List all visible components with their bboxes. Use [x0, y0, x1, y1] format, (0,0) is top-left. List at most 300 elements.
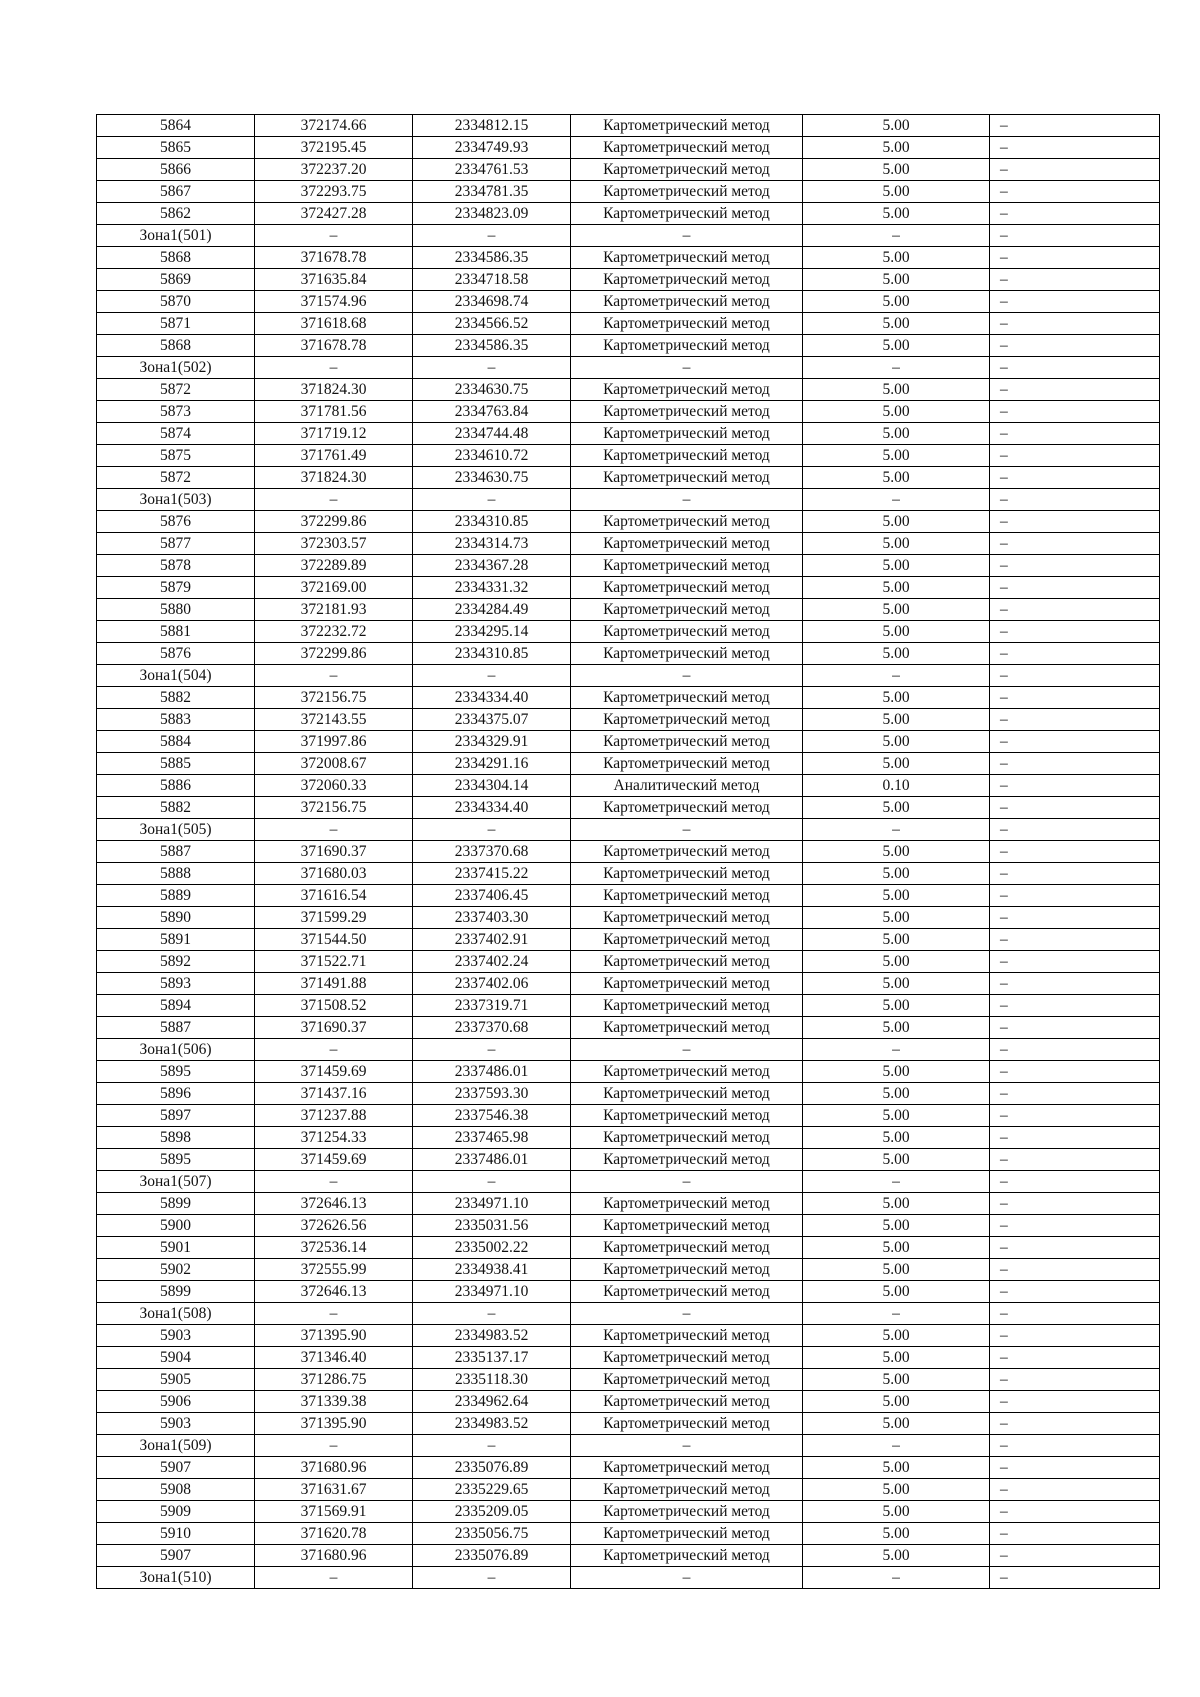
coordinates-table-body	[97, 115, 1160, 1589]
method-cell: Картометрический метод	[571, 1347, 803, 1369]
note-cell: –	[990, 203, 1160, 225]
accuracy-cell: –	[803, 665, 990, 687]
accuracy-cell: 5.00	[803, 511, 990, 533]
x-coordinate-cell: –	[255, 1435, 413, 1457]
note-cell: –	[990, 1523, 1160, 1545]
point-number-cell: Зона1(508)	[97, 1303, 255, 1325]
accuracy-cell: 5.00	[803, 137, 990, 159]
method-cell: –	[571, 819, 803, 841]
table-row	[97, 1413, 1160, 1435]
table-row	[97, 203, 1160, 225]
point-number-cell: 5882	[97, 797, 255, 819]
y-coordinate-cell: 2334334.40	[413, 687, 571, 709]
y-coordinate-cell: 2335209.05	[413, 1501, 571, 1523]
note-cell: –	[990, 467, 1160, 489]
accuracy-cell: –	[803, 1567, 990, 1589]
method-cell: Картометрический метод	[571, 1149, 803, 1171]
table-row	[97, 599, 1160, 621]
method-cell: Картометрический метод	[571, 1545, 803, 1567]
method-cell: Картометрический метод	[571, 1413, 803, 1435]
x-coordinate-cell: 372427.28	[255, 203, 413, 225]
y-coordinate-cell: 2334761.53	[413, 159, 571, 181]
table-row	[97, 1149, 1160, 1171]
point-number-cell: 5876	[97, 643, 255, 665]
table-row	[97, 885, 1160, 907]
point-number-cell: 5892	[97, 951, 255, 973]
table-row	[97, 445, 1160, 467]
note-cell: –	[990, 1061, 1160, 1083]
note-cell: –	[990, 1347, 1160, 1369]
point-number-cell: 5893	[97, 973, 255, 995]
x-coordinate-cell: 372646.13	[255, 1281, 413, 1303]
y-coordinate-cell: 2334749.93	[413, 137, 571, 159]
accuracy-cell: –	[803, 1435, 990, 1457]
x-coordinate-cell: 371569.91	[255, 1501, 413, 1523]
point-number-cell: Зона1(507)	[97, 1171, 255, 1193]
method-cell: Картометрический метод	[571, 1325, 803, 1347]
point-number-cell: 5907	[97, 1545, 255, 1567]
y-coordinate-cell: 2337593.30	[413, 1083, 571, 1105]
point-number-cell: 5909	[97, 1501, 255, 1523]
point-number-cell: 5876	[97, 511, 255, 533]
y-coordinate-cell: –	[413, 1303, 571, 1325]
x-coordinate-cell: 371680.96	[255, 1457, 413, 1479]
y-coordinate-cell: –	[413, 1567, 571, 1589]
y-coordinate-cell: –	[413, 1039, 571, 1061]
accuracy-cell: 5.00	[803, 1523, 990, 1545]
x-coordinate-cell: 371491.88	[255, 973, 413, 995]
y-coordinate-cell: –	[413, 1435, 571, 1457]
accuracy-cell: 5.00	[803, 599, 990, 621]
accuracy-cell: 5.00	[803, 621, 990, 643]
method-cell: Картометрический метод	[571, 687, 803, 709]
y-coordinate-cell: 2334718.58	[413, 269, 571, 291]
table-row	[97, 643, 1160, 665]
x-coordinate-cell: 371678.78	[255, 247, 413, 269]
x-coordinate-cell: 371690.37	[255, 841, 413, 863]
point-number-cell: 5894	[97, 995, 255, 1017]
point-number-cell: 5865	[97, 137, 255, 159]
accuracy-cell: –	[803, 489, 990, 511]
table-row	[97, 1523, 1160, 1545]
table-row	[97, 1215, 1160, 1237]
table-row	[97, 797, 1160, 819]
coordinates-table	[96, 114, 1160, 1589]
method-cell: –	[571, 357, 803, 379]
y-coordinate-cell: 2334375.07	[413, 709, 571, 731]
note-cell: –	[990, 489, 1160, 511]
note-cell: –	[990, 775, 1160, 797]
note-cell: –	[990, 1259, 1160, 1281]
x-coordinate-cell: 371599.29	[255, 907, 413, 929]
y-coordinate-cell: 2337402.91	[413, 929, 571, 951]
method-cell: Картометрический метод	[571, 643, 803, 665]
table-row	[97, 907, 1160, 929]
note-cell: –	[990, 269, 1160, 291]
point-number-cell: 5910	[97, 1523, 255, 1545]
zone-header-row	[97, 225, 1160, 247]
note-cell: –	[990, 401, 1160, 423]
accuracy-cell: 5.00	[803, 973, 990, 995]
zone-header-row	[97, 819, 1160, 841]
method-cell: Картометрический метод	[571, 731, 803, 753]
table-row	[97, 423, 1160, 445]
accuracy-cell: 5.00	[803, 1457, 990, 1479]
note-cell: –	[990, 1545, 1160, 1567]
point-number-cell: 5868	[97, 335, 255, 357]
accuracy-cell: 5.00	[803, 1061, 990, 1083]
y-coordinate-cell: 2337403.30	[413, 907, 571, 929]
accuracy-cell: 5.00	[803, 1193, 990, 1215]
accuracy-cell: 5.00	[803, 1149, 990, 1171]
method-cell: Аналитический метод	[571, 775, 803, 797]
accuracy-cell: 5.00	[803, 951, 990, 973]
note-cell: –	[990, 181, 1160, 203]
x-coordinate-cell: 371237.88	[255, 1105, 413, 1127]
note-cell: –	[990, 1127, 1160, 1149]
note-cell: –	[990, 1479, 1160, 1501]
point-number-cell: 5890	[97, 907, 255, 929]
y-coordinate-cell: 2334291.16	[413, 753, 571, 775]
table-row	[97, 159, 1160, 181]
method-cell: Картометрический метод	[571, 467, 803, 489]
x-coordinate-cell: 372303.57	[255, 533, 413, 555]
y-coordinate-cell: 2334367.28	[413, 555, 571, 577]
y-coordinate-cell: 2337486.01	[413, 1149, 571, 1171]
x-coordinate-cell: 371997.86	[255, 731, 413, 753]
table-row	[97, 379, 1160, 401]
y-coordinate-cell: 2335076.89	[413, 1545, 571, 1567]
x-coordinate-cell: 371459.69	[255, 1149, 413, 1171]
y-coordinate-cell: 2334566.52	[413, 313, 571, 335]
method-cell: –	[571, 1171, 803, 1193]
point-number-cell: 5884	[97, 731, 255, 753]
y-coordinate-cell: 2334630.75	[413, 467, 571, 489]
accuracy-cell: 5.00	[803, 555, 990, 577]
x-coordinate-cell: 371719.12	[255, 423, 413, 445]
method-cell: Картометрический метод	[571, 1127, 803, 1149]
point-number-cell: 5883	[97, 709, 255, 731]
note-cell: –	[990, 1281, 1160, 1303]
y-coordinate-cell: –	[413, 819, 571, 841]
table-row	[97, 709, 1160, 731]
method-cell: Картометрический метод	[571, 599, 803, 621]
note-cell: –	[990, 599, 1160, 621]
x-coordinate-cell: 371459.69	[255, 1061, 413, 1083]
point-number-cell: Зона1(510)	[97, 1567, 255, 1589]
zone-header-row	[97, 357, 1160, 379]
x-coordinate-cell: 371824.30	[255, 379, 413, 401]
y-coordinate-cell: 2334744.48	[413, 423, 571, 445]
point-number-cell: Зона1(503)	[97, 489, 255, 511]
method-cell: Картометрический метод	[571, 379, 803, 401]
y-coordinate-cell: 2335002.22	[413, 1237, 571, 1259]
accuracy-cell: 5.00	[803, 995, 990, 1017]
accuracy-cell: 5.00	[803, 731, 990, 753]
y-coordinate-cell: 2335076.89	[413, 1457, 571, 1479]
y-coordinate-cell: 2334304.14	[413, 775, 571, 797]
accuracy-cell: 5.00	[803, 445, 990, 467]
method-cell: Картометрический метод	[571, 1237, 803, 1259]
accuracy-cell: 5.00	[803, 1391, 990, 1413]
x-coordinate-cell: –	[255, 357, 413, 379]
note-cell: –	[990, 313, 1160, 335]
table-row	[97, 335, 1160, 357]
method-cell: Картометрический метод	[571, 423, 803, 445]
note-cell: –	[990, 1105, 1160, 1127]
x-coordinate-cell: 371781.56	[255, 401, 413, 423]
y-coordinate-cell: 2334610.72	[413, 445, 571, 467]
y-coordinate-cell: 2337415.22	[413, 863, 571, 885]
point-number-cell: 5902	[97, 1259, 255, 1281]
point-number-cell: 5879	[97, 577, 255, 599]
method-cell: Картометрический метод	[571, 1017, 803, 1039]
accuracy-cell: 5.00	[803, 159, 990, 181]
note-cell: –	[990, 115, 1160, 137]
x-coordinate-cell: 372626.56	[255, 1215, 413, 1237]
point-number-cell: 5901	[97, 1237, 255, 1259]
accuracy-cell: 5.00	[803, 423, 990, 445]
note-cell: –	[990, 1193, 1160, 1215]
note-cell: –	[990, 731, 1160, 753]
table-row	[97, 1391, 1160, 1413]
accuracy-cell: 5.00	[803, 1413, 990, 1435]
y-coordinate-cell: 2337486.01	[413, 1061, 571, 1083]
point-number-cell: 5904	[97, 1347, 255, 1369]
y-coordinate-cell: 2334630.75	[413, 379, 571, 401]
y-coordinate-cell: 2334812.15	[413, 115, 571, 137]
note-cell: –	[990, 577, 1160, 599]
accuracy-cell: 5.00	[803, 687, 990, 709]
point-number-cell: 5899	[97, 1281, 255, 1303]
table-row	[97, 555, 1160, 577]
note-cell: –	[990, 1149, 1160, 1171]
x-coordinate-cell: 372536.14	[255, 1237, 413, 1259]
y-coordinate-cell: 2335118.30	[413, 1369, 571, 1391]
x-coordinate-cell: 371346.40	[255, 1347, 413, 1369]
note-cell: –	[990, 1083, 1160, 1105]
zone-header-row	[97, 1435, 1160, 1457]
table-row	[97, 1347, 1160, 1369]
method-cell: –	[571, 489, 803, 511]
table-row	[97, 1083, 1160, 1105]
point-number-cell: Зона1(502)	[97, 357, 255, 379]
y-coordinate-cell: 2335229.65	[413, 1479, 571, 1501]
method-cell: Картометрический метод	[571, 973, 803, 995]
method-cell: Картометрический метод	[571, 203, 803, 225]
y-coordinate-cell: –	[413, 225, 571, 247]
y-coordinate-cell: 2334781.35	[413, 181, 571, 203]
method-cell: Картометрический метод	[571, 1391, 803, 1413]
x-coordinate-cell: 372293.75	[255, 181, 413, 203]
point-number-cell: 5891	[97, 929, 255, 951]
accuracy-cell: 5.00	[803, 1545, 990, 1567]
point-number-cell: 5888	[97, 863, 255, 885]
x-coordinate-cell: 372299.86	[255, 643, 413, 665]
method-cell: Картометрический метод	[571, 995, 803, 1017]
zone-header-row	[97, 1039, 1160, 1061]
method-cell: Картометрический метод	[571, 1281, 803, 1303]
y-coordinate-cell: –	[413, 489, 571, 511]
point-number-cell: 5908	[97, 1479, 255, 1501]
accuracy-cell: –	[803, 1171, 990, 1193]
accuracy-cell: 5.00	[803, 181, 990, 203]
point-number-cell: 5896	[97, 1083, 255, 1105]
accuracy-cell: 5.00	[803, 907, 990, 929]
note-cell: –	[990, 159, 1160, 181]
table-row	[97, 621, 1160, 643]
method-cell: –	[571, 1435, 803, 1457]
point-number-cell: 5869	[97, 269, 255, 291]
table-row	[97, 995, 1160, 1017]
x-coordinate-cell: –	[255, 489, 413, 511]
y-coordinate-cell: –	[413, 357, 571, 379]
table-row	[97, 577, 1160, 599]
zone-header-row	[97, 1567, 1160, 1589]
point-number-cell: 5886	[97, 775, 255, 797]
note-cell: –	[990, 1391, 1160, 1413]
accuracy-cell: 5.00	[803, 335, 990, 357]
method-cell: Картометрический метод	[571, 335, 803, 357]
point-number-cell: 5880	[97, 599, 255, 621]
point-number-cell: 5872	[97, 379, 255, 401]
point-number-cell: 5868	[97, 247, 255, 269]
method-cell: Картометрический метод	[571, 313, 803, 335]
point-number-cell: 5887	[97, 841, 255, 863]
zone-header-row	[97, 1171, 1160, 1193]
note-cell: –	[990, 1017, 1160, 1039]
table-row	[97, 841, 1160, 863]
point-number-cell: 5906	[97, 1391, 255, 1413]
table-row	[97, 1501, 1160, 1523]
point-number-cell: 5867	[97, 181, 255, 203]
y-coordinate-cell: 2334698.74	[413, 291, 571, 313]
point-number-cell: 5875	[97, 445, 255, 467]
method-cell: Картометрический метод	[571, 709, 803, 731]
x-coordinate-cell: 371618.68	[255, 313, 413, 335]
accuracy-cell: 5.00	[803, 1325, 990, 1347]
y-coordinate-cell: 2334962.64	[413, 1391, 571, 1413]
accuracy-cell: –	[803, 225, 990, 247]
method-cell: Картометрический метод	[571, 1061, 803, 1083]
method-cell: Картометрический метод	[571, 753, 803, 775]
point-number-cell: 5898	[97, 1127, 255, 1149]
point-number-cell: 5870	[97, 291, 255, 313]
note-cell: –	[990, 1215, 1160, 1237]
accuracy-cell: 5.00	[803, 533, 990, 555]
accuracy-cell: 5.00	[803, 1017, 990, 1039]
point-number-cell: 5903	[97, 1413, 255, 1435]
x-coordinate-cell: –	[255, 1303, 413, 1325]
method-cell: Картометрический метод	[571, 577, 803, 599]
table-row	[97, 1281, 1160, 1303]
y-coordinate-cell: 2337546.38	[413, 1105, 571, 1127]
point-number-cell: 5905	[97, 1369, 255, 1391]
x-coordinate-cell: 371437.16	[255, 1083, 413, 1105]
method-cell: –	[571, 1039, 803, 1061]
table-row	[97, 1127, 1160, 1149]
note-cell: –	[990, 1325, 1160, 1347]
accuracy-cell: 5.00	[803, 1259, 990, 1281]
table-row	[97, 1457, 1160, 1479]
y-coordinate-cell: 2337319.71	[413, 995, 571, 1017]
method-cell: Картометрический метод	[571, 291, 803, 313]
note-cell: –	[990, 423, 1160, 445]
note-cell: –	[990, 445, 1160, 467]
point-number-cell: 5895	[97, 1061, 255, 1083]
method-cell: Картометрический метод	[571, 1193, 803, 1215]
x-coordinate-cell: –	[255, 1567, 413, 1589]
x-coordinate-cell: 371690.37	[255, 1017, 413, 1039]
accuracy-cell: 5.00	[803, 115, 990, 137]
point-number-cell: 5889	[97, 885, 255, 907]
point-number-cell: 5887	[97, 1017, 255, 1039]
method-cell: Картометрический метод	[571, 445, 803, 467]
note-cell: –	[990, 863, 1160, 885]
x-coordinate-cell: 372646.13	[255, 1193, 413, 1215]
accuracy-cell: 5.00	[803, 841, 990, 863]
x-coordinate-cell: 372181.93	[255, 599, 413, 621]
table-row	[97, 313, 1160, 335]
method-cell: Картометрический метод	[571, 1369, 803, 1391]
table-row	[97, 1061, 1160, 1083]
note-cell: –	[990, 995, 1160, 1017]
x-coordinate-cell: 372008.67	[255, 753, 413, 775]
method-cell: Картометрический метод	[571, 1523, 803, 1545]
point-number-cell: 5882	[97, 687, 255, 709]
accuracy-cell: 5.00	[803, 379, 990, 401]
point-number-cell: 5899	[97, 1193, 255, 1215]
accuracy-cell: 5.00	[803, 1369, 990, 1391]
note-cell: –	[990, 1303, 1160, 1325]
y-coordinate-cell: 2334334.40	[413, 797, 571, 819]
table-row	[97, 775, 1160, 797]
y-coordinate-cell: 2337370.68	[413, 841, 571, 863]
x-coordinate-cell: 371761.49	[255, 445, 413, 467]
note-cell: –	[990, 1457, 1160, 1479]
method-cell: Картометрический метод	[571, 137, 803, 159]
method-cell: Картометрический метод	[571, 907, 803, 929]
point-number-cell: 5873	[97, 401, 255, 423]
y-coordinate-cell: 2334310.85	[413, 643, 571, 665]
y-coordinate-cell: 2334586.35	[413, 335, 571, 357]
table-row	[97, 181, 1160, 203]
table-row	[97, 1105, 1160, 1127]
note-cell: –	[990, 819, 1160, 841]
method-cell: Картометрический метод	[571, 797, 803, 819]
table-row	[97, 753, 1160, 775]
table-row	[97, 1017, 1160, 1039]
x-coordinate-cell: 371680.03	[255, 863, 413, 885]
method-cell: Картометрический метод	[571, 1259, 803, 1281]
note-cell: –	[990, 1171, 1160, 1193]
note-cell: –	[990, 929, 1160, 951]
x-coordinate-cell: 371616.54	[255, 885, 413, 907]
x-coordinate-cell: 372289.89	[255, 555, 413, 577]
accuracy-cell: –	[803, 1039, 990, 1061]
method-cell: Картометрический метод	[571, 533, 803, 555]
method-cell: –	[571, 1567, 803, 1589]
y-coordinate-cell: 2334983.52	[413, 1325, 571, 1347]
table-row	[97, 1545, 1160, 1567]
note-cell: –	[990, 533, 1160, 555]
table-row	[97, 467, 1160, 489]
method-cell: Картометрический метод	[571, 929, 803, 951]
accuracy-cell: 5.00	[803, 1501, 990, 1523]
point-number-cell: 5885	[97, 753, 255, 775]
table-row	[97, 291, 1160, 313]
accuracy-cell: 5.00	[803, 577, 990, 599]
